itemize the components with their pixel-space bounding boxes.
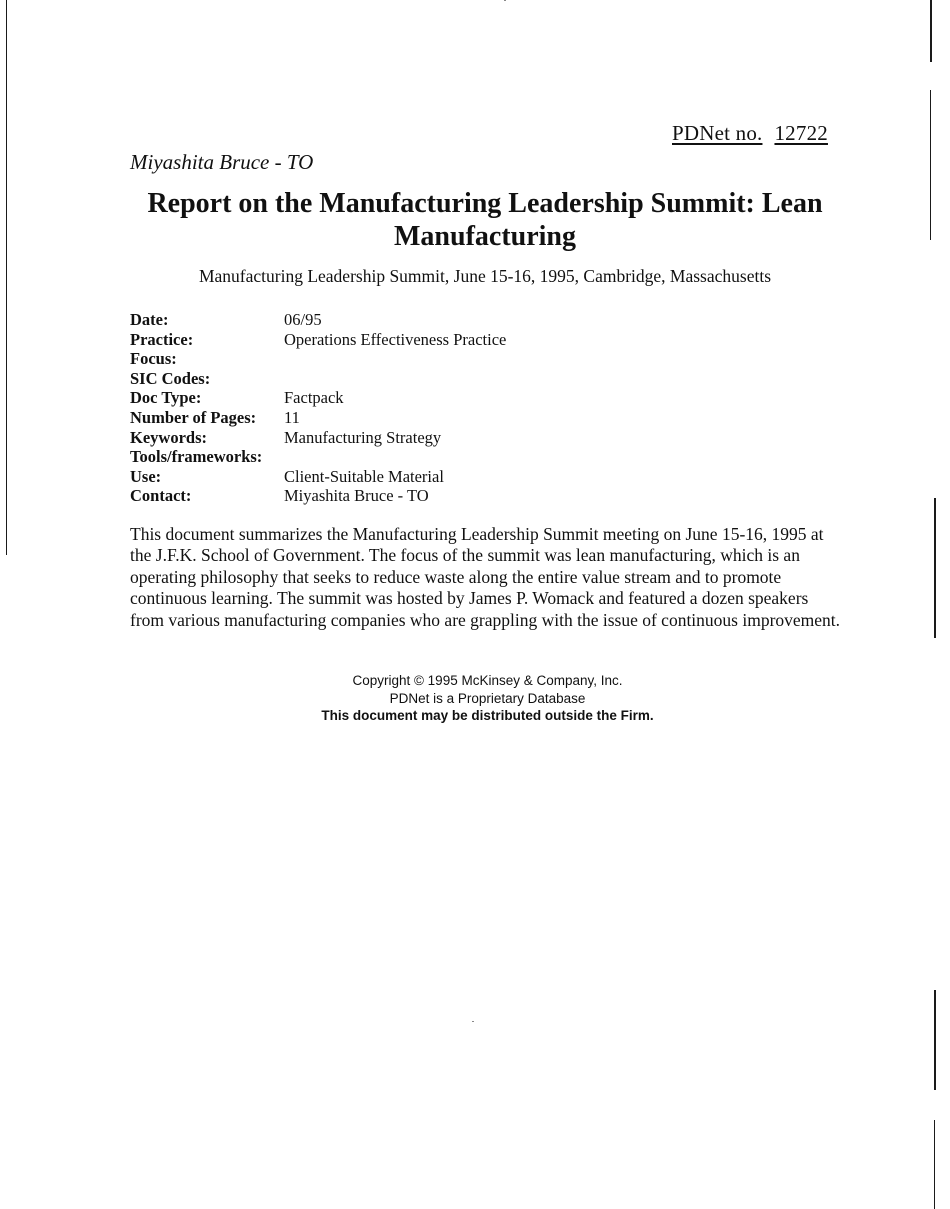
metadata-label: Doc Type:	[130, 388, 202, 408]
metadata-row-keywords	[130, 428, 630, 448]
metadata-label: Date:	[130, 310, 169, 329]
metadata-row-tools-frameworks	[130, 447, 630, 467]
metadata-label: Contact:	[130, 486, 192, 506]
metadata-value: 06/95	[284, 310, 322, 329]
scan-edge-right-bottom	[934, 1120, 935, 1209]
pdnet-number-header	[672, 121, 828, 146]
metadata-label: SIC Codes:	[130, 368, 211, 388]
metadata-value: Factpack	[284, 388, 344, 408]
metadata-label: Focus:	[130, 349, 177, 369]
scan-speck	[504, 0, 506, 1]
metadata-row-date	[130, 310, 630, 330]
metadata-row-sic-codes	[130, 369, 630, 389]
metadata-value: Client-Suitable Material	[284, 466, 444, 486]
scan-edge-left	[6, 0, 7, 555]
scan-speck	[472, 1021, 474, 1022]
metadata-label: Tools/frameworks:	[130, 447, 263, 467]
document-subtitle: Manufacturing Leadership Summit, June 15-16, 1995, Cambridge, Massachusetts	[198, 266, 772, 286]
metadata-label: Use:	[130, 466, 162, 486]
pdnet-label: PDNet no.	[672, 121, 763, 145]
metadata-row-focus	[130, 349, 630, 369]
scan-edge-right-top	[930, 0, 932, 62]
metadata-row-contact	[130, 486, 630, 506]
metadata-label: Number of Pages:	[130, 407, 257, 427]
metadata-value: Miyashita Bruce - TO	[284, 486, 429, 506]
database-line: PDNet is a Proprietary Database	[389, 690, 586, 706]
pdnet-number: 12722	[774, 121, 828, 145]
scan-edge-right-upper	[930, 90, 931, 240]
summary-paragraph: This document summarizes the Manufacturing Leadership Summit meeting on June 15-16, 1995 at the J.F.K. School of Government. The focus of the summit was lean manufacturing, which is an operating philosophy that seeks to reduce waste along the entire value stream and to promote continuous learning. The summit was hosted by James P. Womack and featured a dozen speakers from various manufacturing companies who are grappling with the issue of continuous improvement.	[130, 524, 841, 630]
distribution-notice: This document may be distributed outside the Firm.	[321, 708, 654, 723]
metadata-row-use	[130, 467, 630, 487]
metadata-value: Manufacturing Strategy	[284, 427, 442, 447]
metadata-table	[130, 310, 630, 506]
author-line: Miyashita Bruce - TO	[130, 150, 314, 174]
scan-edge-right-middle	[934, 498, 936, 638]
metadata-value: 11	[284, 407, 300, 427]
metadata-row-number-of-pages	[130, 408, 630, 428]
copyright-footer	[200, 672, 775, 725]
metadata-label: Practice:	[130, 329, 194, 349]
metadata-row-practice	[130, 330, 630, 350]
copyright-line: Copyright © 1995 McKinsey & Company, Inc.	[352, 673, 623, 688]
metadata-label: Keywords:	[130, 427, 207, 447]
metadata-row-doc-type	[130, 388, 630, 408]
metadata-value: Operations Effectiveness Practice	[284, 329, 507, 349]
document-title: Report on the Manufacturing Leadership Summit: Lean Manufacturing	[147, 188, 823, 252]
scan-edge-right-lower	[934, 990, 936, 1090]
